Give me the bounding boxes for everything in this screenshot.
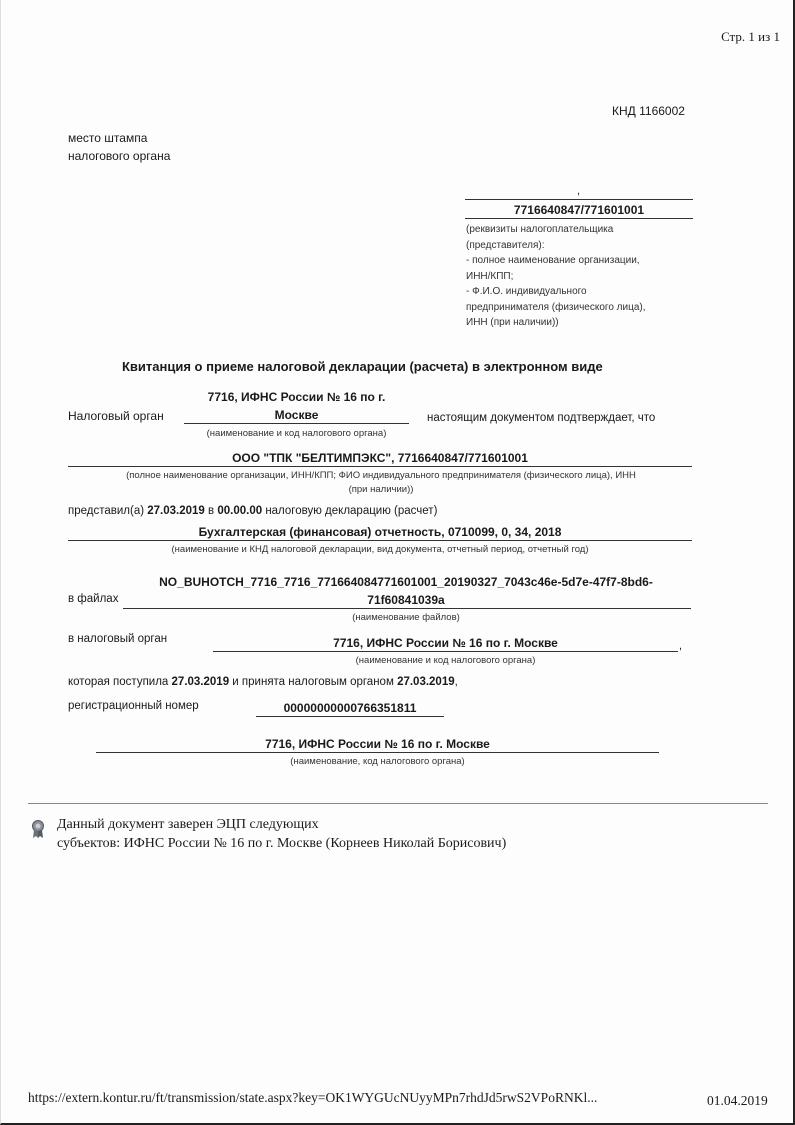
tax-authority-value-line2: Москве xyxy=(274,408,319,422)
issuer-caption: (наименование, код налогового органа) xyxy=(290,756,465,767)
received-line: которая поступила 27.03.2019 и принята налоговым органом 27.03.2019, xyxy=(68,676,458,688)
page-number: Стр. 1 из 1 xyxy=(721,29,780,44)
confirm-text: настоящим документом подтверждает, что xyxy=(427,412,656,424)
footer-url: https://extern.kontur.ru/ft/transmission/state.aspx?key=OK1WYGUcNUyyMPn7rhdJd5rwS2VPoRNKl... xyxy=(28,1090,598,1105)
declaration-value: Бухгалтерская (финансовая) отчетность, 0710099, 0, 34, 2018 xyxy=(198,525,562,539)
stamp-place-line1: место штампа xyxy=(68,131,148,145)
files-value-line2: 71f60841039a xyxy=(367,593,445,607)
receiving-authority-caption: (наименование и код налогового органа) xyxy=(355,655,536,666)
issuer-value: 7716, ИФНС России № 16 по г. Москве xyxy=(265,737,490,751)
receiving-authority-trailing: , xyxy=(679,640,683,652)
taxpayer-line-top xyxy=(465,199,693,200)
seal-icon xyxy=(30,819,46,839)
files-value-line1: NO_BUHOTCH_7716_7716_771664084771601001_20190327_7043c46e-5d7e-47f7-8bd6- xyxy=(159,575,653,589)
files-line xyxy=(123,608,691,609)
organization-line xyxy=(68,466,692,467)
receiving-authority-label: в налоговый орган xyxy=(68,633,168,645)
registration-line xyxy=(256,716,444,717)
receiving-authority-value: 7716, ИФНС России № 16 по г. Москве xyxy=(333,636,558,650)
signature-line2: субъектов: ИФНС России № 16 по г. Москве (Корнеев Николай Борисович) xyxy=(57,836,507,851)
organization-value: ООО "ТПК "БЕЛТИМПЭКС", 7716640847/771601001 xyxy=(232,451,528,465)
files-caption: (наименование файлов) xyxy=(352,612,460,623)
knd-code: КНД 1166002 xyxy=(612,104,685,118)
taxpayer-caption: (реквизиты налогоплательщика (представителя): - полное наименование организации, ИНН/КПП; - Ф.И.О. индивидуального предпринимателя (физического лица), ИНН (при наличии)) xyxy=(466,224,646,328)
footer-date: 01.04.2019 xyxy=(707,1093,768,1108)
tax-authority-caption: (наименование и код налогового органа) xyxy=(206,428,387,439)
tax-authority-value-line1: 7716, ИФНС России № 16 по г. xyxy=(207,390,386,404)
signature-line1: Данный документ заверен ЭЦП следующих xyxy=(57,817,319,832)
receiving-authority-line xyxy=(213,651,678,652)
registration-label: регистрационный номер xyxy=(68,700,199,712)
taxpayer-mark: , xyxy=(577,185,581,197)
files-label: в файлах xyxy=(68,593,119,605)
declaration-line xyxy=(68,540,692,541)
tax-authority-label: Налоговый орган xyxy=(68,409,164,423)
document-title: Квитанция о приеме налоговой декларации (расчета) в электронном виде xyxy=(122,359,603,374)
submitted-line: представил(а) 27.03.2019 в 00.00.00 налоговую декларацию (расчет) xyxy=(68,505,438,517)
organization-caption-line1: (полное наименование организации, ИНН/КПП; ФИО индивидуального предпринимателя (физического лица), ИНН xyxy=(126,470,636,481)
registration-number: 00000000000766351811 xyxy=(283,701,417,715)
declaration-caption: (наименование и КНД налоговой декларации, вид документа, отчетный период, отчетный год) xyxy=(171,544,589,555)
issuer-line xyxy=(96,752,659,753)
taxpayer-line-bottom xyxy=(465,218,693,219)
tax-authority-line xyxy=(184,423,409,424)
stamp-place-line2: налогового органа xyxy=(68,149,171,163)
taxpayer-inn-kpp: 7716640847/771601001 xyxy=(513,203,645,217)
signature-divider xyxy=(28,803,768,804)
organization-caption-line2: (при наличии)) xyxy=(348,484,414,495)
